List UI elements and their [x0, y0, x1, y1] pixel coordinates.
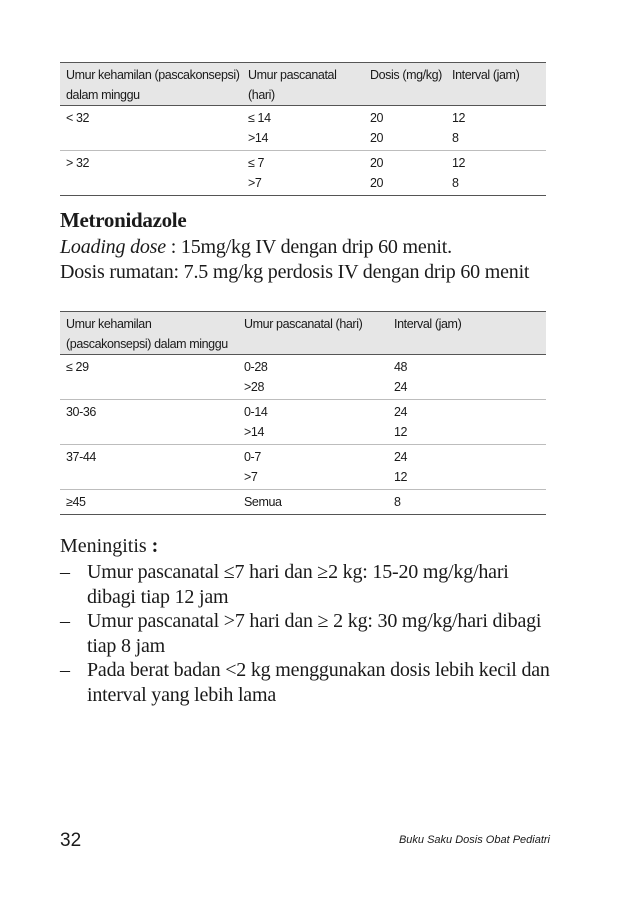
table-row: [60, 106, 546, 151]
cell-interval: [388, 490, 546, 515]
cell-line: 20: [370, 111, 384, 125]
cell-line: >14: [244, 425, 265, 439]
cell-line: 8: [394, 495, 401, 509]
cell-line: Semua: [244, 495, 282, 509]
header-gestational-age: [60, 312, 238, 355]
cell-dose: [364, 106, 446, 151]
header-interval: [446, 63, 546, 106]
cell-line: 8: [452, 176, 459, 190]
cell-postnatal-age: [238, 400, 388, 445]
cell-line: 20: [370, 156, 384, 170]
maintenance-dose-line: Dosis rumatan: 7.5 mg/kg perdosis IV dengan drip 60 menit: [60, 261, 530, 283]
header-line: Umur kehamilan: [66, 317, 152, 331]
header-line: Umur kehamilan: [66, 68, 152, 82]
cell-line: 0-14: [244, 405, 268, 419]
table-row: [60, 400, 546, 445]
header-line: Interval (jam): [452, 68, 520, 82]
cell-gestational-age: 30-36: [60, 400, 238, 445]
header-line: Umur pascanatal (hari): [244, 317, 363, 331]
list-item-line: dibagi tiap 12 jam: [87, 585, 229, 608]
header-line: (pascakonsepsi) dalam minggu: [66, 337, 228, 351]
table-header-row: [60, 312, 546, 355]
header-line: Interval (jam): [394, 317, 462, 331]
cell-line: 12: [452, 156, 466, 170]
cell-line: 8: [452, 131, 459, 145]
cell-gestational-age: ≥45: [60, 490, 238, 515]
header-postnatal-age: [238, 312, 388, 355]
table-row: [60, 355, 546, 400]
cell-gestational-age: ≤ 29: [66, 360, 89, 374]
loading-dose-line: [60, 236, 452, 259]
dash-bullet-icon: –: [60, 610, 70, 632]
cell-line: ≤ 14: [248, 111, 271, 125]
cell-line: ≤ 7: [248, 156, 265, 170]
cell-gestational-age: > 32: [60, 151, 242, 196]
cell-line: 12: [394, 470, 408, 484]
cell-interval: [388, 445, 546, 490]
cell-dose: [364, 151, 446, 196]
cell-line: >7: [244, 470, 258, 484]
dash-bullet-icon: –: [60, 561, 70, 583]
cell-line: 48: [394, 360, 408, 374]
list-item-line: tiap 8 jam: [87, 634, 165, 657]
cell-line: 24: [394, 450, 408, 464]
header-line: (pascakonsepsi) dalam minggu: [66, 68, 240, 102]
table-row: [60, 445, 546, 490]
list-item-line: Pada berat badan <2 kg menggunakan dosis lebih kecil dan: [87, 659, 550, 681]
header-dose: [364, 63, 446, 106]
loading-dose-text: : 15mg/kg IV dengan drip 60 menit.: [165, 236, 452, 258]
section-title-metronidazole: Metronidazole: [60, 208, 187, 232]
cell-postnatal-age: [238, 490, 388, 515]
table-header-row: [60, 63, 546, 106]
list-item-line: interval yang lebih lama: [87, 683, 277, 706]
running-title: Buku Saku Dosis Obat Pediatri: [398, 834, 550, 846]
header-postnatal-age: [242, 63, 364, 106]
cell-line: 0-28: [244, 360, 268, 374]
page-number: 32: [60, 830, 82, 851]
list-item: [60, 560, 550, 609]
loading-dose-label: Loading dose: [60, 236, 166, 258]
cell-gestational-age: < 32: [66, 111, 90, 125]
cell-line: 24: [394, 405, 408, 419]
cell-interval: [388, 400, 546, 445]
dosage-table-2: [60, 311, 546, 515]
table-row: [60, 490, 546, 515]
cell-interval: [446, 106, 546, 151]
list-item: [60, 658, 550, 707]
cell-interval: [446, 151, 546, 196]
cell-postnatal-age: [238, 445, 388, 490]
header-line: Dosis (mg/kg): [370, 68, 442, 82]
meningitis-title-colon: :: [146, 535, 159, 557]
cell-postnatal-age: [242, 151, 364, 196]
list-item-line: Umur pascanatal ≤7 hari dan ≥2 kg: 15-20 mg/kg/hari: [87, 561, 509, 583]
cell-line: >7: [248, 176, 262, 190]
header-line: Umur pascanatal: [248, 68, 337, 82]
cell-gestational-age: 37-44: [60, 445, 238, 490]
cell-line: 20: [370, 131, 384, 145]
meningitis-list: [60, 560, 550, 707]
table-row: [60, 151, 546, 196]
cell-interval: [388, 355, 546, 400]
cell-postnatal-age: [242, 106, 364, 151]
cell-line: >28: [244, 380, 265, 394]
header-line: (hari): [248, 88, 275, 102]
cell-line: 12: [394, 425, 408, 439]
cell-line: 24: [394, 380, 408, 394]
section-title-meningitis: [60, 535, 158, 558]
list-item-line: Umur pascanatal >7 hari dan ≥ 2 kg: 30 mg/kg/hari dibagi: [87, 610, 542, 632]
list-item: [60, 609, 550, 658]
meningitis-title-text: Meningitis: [60, 535, 147, 557]
cell-line: 20: [370, 176, 384, 190]
cell-line: 12: [452, 111, 466, 125]
header-gestational-age: [60, 63, 242, 106]
dosage-table-1: [60, 62, 546, 196]
dash-bullet-icon: –: [60, 659, 70, 681]
cell-line: 0-7: [244, 450, 261, 464]
header-interval: [388, 312, 546, 355]
cell-line: >14: [248, 131, 269, 145]
cell-postnatal-age: [238, 355, 388, 400]
